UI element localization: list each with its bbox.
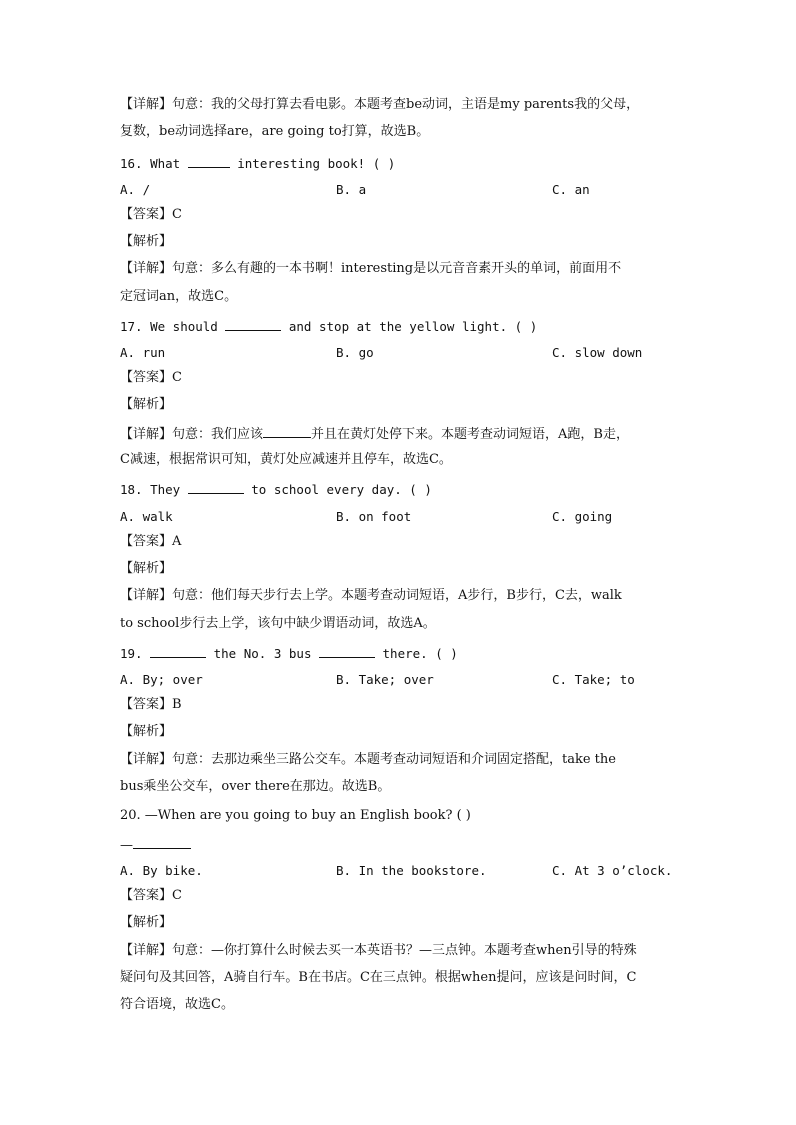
text-line bbox=[120, 808, 681, 824]
options-row bbox=[120, 863, 680, 879]
line-text: 【详解】句意：多么有趣的一本书啊！interesting是以元音音素开头的单词，前面用不 bbox=[120, 261, 622, 276]
question-line bbox=[120, 318, 681, 335]
line-text: 【解析】 bbox=[120, 915, 173, 930]
option-c: C. slow down bbox=[552, 345, 643, 360]
text-line bbox=[120, 779, 681, 795]
line-text: 【答案】A bbox=[120, 534, 182, 549]
option-b: B. go bbox=[336, 345, 374, 360]
text-line bbox=[120, 997, 681, 1013]
answer-blank bbox=[263, 425, 311, 438]
line-text: 【解析】 bbox=[120, 561, 173, 576]
text-line bbox=[120, 207, 681, 223]
question-text-start: 18. They bbox=[120, 482, 188, 497]
text-line bbox=[120, 588, 681, 604]
line-text: 20. —When are you going to buy an English book? ( ) bbox=[120, 808, 471, 823]
line-text: 【详解】句意：他们每天步行去上学。本题考查动词短语，A步行，B步行，C去，walk bbox=[120, 588, 622, 603]
answer-line bbox=[120, 836, 681, 854]
question-text-start: 17. We should bbox=[120, 319, 226, 334]
option-c: C. At 3 o’clock. bbox=[552, 863, 673, 878]
line-text: 疑问句及其回答，A骑自行车。B在书店。C在三点钟。根据when提问，应该是问时间，C bbox=[120, 970, 637, 985]
text-line bbox=[120, 124, 681, 140]
line-text-end: 并且在黄灯处停下来。本题考查动词短语，A跑，B走， bbox=[311, 427, 629, 442]
answer-blank bbox=[150, 645, 206, 658]
answer-blank bbox=[133, 836, 191, 849]
text-line bbox=[120, 289, 681, 305]
options-row bbox=[120, 345, 680, 361]
question-text-end: and stop at the yellow light. ( ) bbox=[281, 319, 538, 334]
answer-blank bbox=[225, 318, 281, 331]
answer-blank bbox=[188, 481, 244, 494]
question-text-start: 19. bbox=[120, 646, 151, 661]
text-line bbox=[120, 752, 681, 768]
line-text: 【答案】C bbox=[120, 888, 182, 903]
option-c: C. Take; to bbox=[552, 672, 635, 687]
text-line bbox=[120, 616, 681, 632]
line-text: 【详解】句意：我的父母打算去看电影。本题考查be动词，主语是my parents我的父母， bbox=[120, 97, 640, 112]
text-line bbox=[120, 915, 681, 931]
dash: — bbox=[120, 838, 133, 853]
text-line bbox=[120, 943, 681, 959]
line-text: to school步行去上学，该句中缺少谓语动词，故选A。 bbox=[120, 616, 436, 631]
option-a: A. run bbox=[120, 345, 166, 360]
option-a: A. By bike. bbox=[120, 863, 203, 878]
line-text: 【详解】句意：—你打算什么时候去买一本英语书？—三点钟。本题考查when引导的特殊 bbox=[120, 943, 637, 958]
line-text: 【解析】 bbox=[120, 724, 173, 739]
question-text-start: 16. What bbox=[120, 156, 188, 171]
line-text: 定冠词an，故选C。 bbox=[120, 289, 238, 304]
option-b: B. Take; over bbox=[336, 672, 434, 687]
line-text: 【解析】 bbox=[120, 234, 173, 249]
option-a: A. walk bbox=[120, 509, 173, 524]
line-text: 【答案】C bbox=[120, 370, 182, 385]
option-b: B. a bbox=[336, 182, 367, 197]
text-line bbox=[120, 561, 681, 577]
answer-blank bbox=[188, 155, 230, 168]
line-text: bus乘坐公交车，over there在那边。故选B。 bbox=[120, 779, 391, 794]
options-row bbox=[120, 182, 680, 198]
text-line bbox=[120, 97, 681, 113]
option-a: A. / bbox=[120, 182, 151, 197]
question-line bbox=[120, 481, 681, 498]
text-line bbox=[120, 724, 681, 740]
question-line bbox=[120, 645, 681, 662]
text-line bbox=[120, 370, 681, 386]
question-text-end: there. ( ) bbox=[375, 646, 458, 661]
answer-blank bbox=[319, 645, 375, 658]
text-line bbox=[120, 452, 681, 468]
line-text: 【详解】句意：去那边乘坐三路公交车。本题考查动词短语和介词固定搭配，take the bbox=[120, 752, 616, 767]
text-line bbox=[120, 234, 681, 250]
line-text: 符合语境，故选C。 bbox=[120, 997, 234, 1012]
text-line bbox=[120, 888, 681, 904]
options-row bbox=[120, 672, 680, 688]
question-text-end: to school every day. ( ) bbox=[243, 482, 432, 497]
question-text-middle: the No. 3 bus bbox=[206, 646, 319, 661]
option-c: C. an bbox=[552, 182, 590, 197]
text-line bbox=[120, 534, 681, 550]
line-text: 【答案】C bbox=[120, 207, 182, 222]
line-text: 【解析】 bbox=[120, 397, 173, 412]
option-b: B. on foot bbox=[336, 509, 412, 524]
text-line bbox=[120, 261, 681, 277]
option-c: C. going bbox=[552, 509, 613, 524]
text-line bbox=[120, 697, 681, 713]
text-line bbox=[120, 970, 681, 986]
option-a: A. By; over bbox=[120, 672, 203, 687]
line-text: C减速，根据常识可知，黄灯处应减速并且停车，故选C。 bbox=[120, 452, 452, 467]
question-text-end: interesting book! ( ) bbox=[229, 156, 396, 171]
line-text: 复数，be动词选择are，are going to打算，故选B。 bbox=[120, 124, 430, 139]
options-row bbox=[120, 509, 680, 525]
question-line bbox=[120, 155, 681, 172]
text-line bbox=[120, 397, 681, 413]
line-text: 【答案】B bbox=[120, 697, 182, 712]
text-line bbox=[120, 425, 681, 443]
option-b: B. In the bookstore. bbox=[336, 863, 487, 878]
line-text-start: 【详解】句意：我们应该 bbox=[120, 427, 264, 442]
